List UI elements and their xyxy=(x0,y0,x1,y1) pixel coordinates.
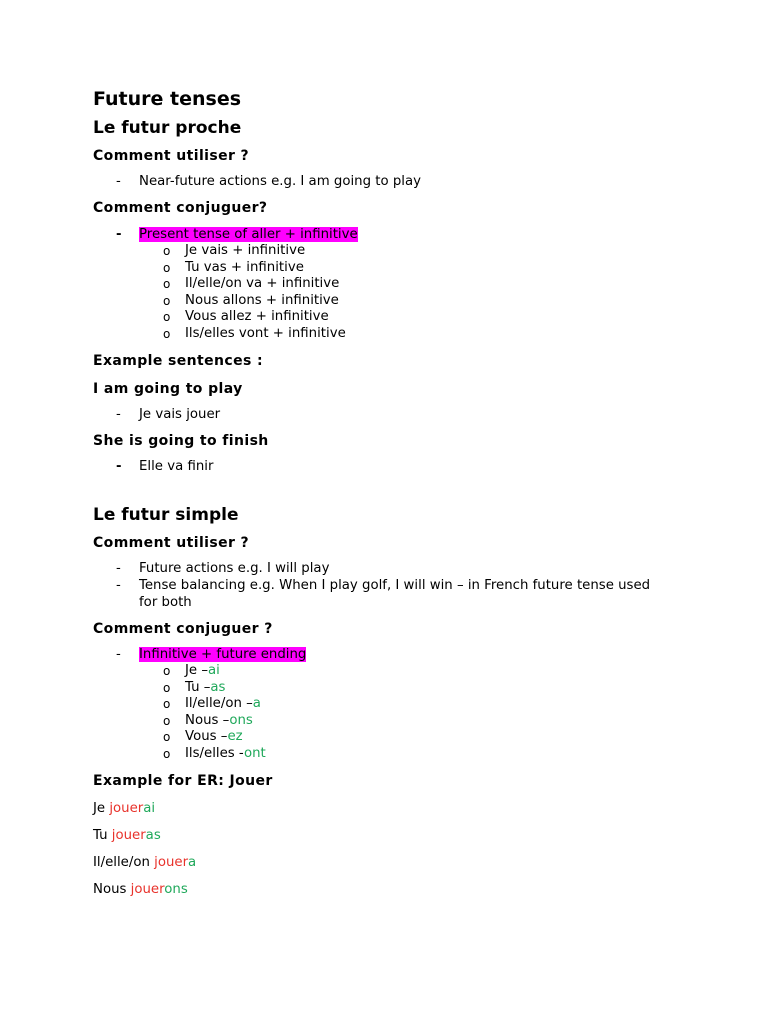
subheading-use-simple: Comment utiliser ? xyxy=(93,535,250,551)
stem: jouer xyxy=(111,828,146,843)
list-item: o Nous allons + infinitive xyxy=(93,293,693,310)
list-item: o Je vais + infinitive xyxy=(93,243,693,260)
pronoun: Nous xyxy=(93,882,131,897)
example2-list xyxy=(93,458,693,475)
list-item: o Ils/elles vont + infinitive xyxy=(93,326,693,343)
endings-list xyxy=(93,663,693,762)
er-example-line xyxy=(93,800,693,817)
list-item xyxy=(93,696,693,713)
list-item: - Je vais jouer xyxy=(93,406,693,423)
list-item: - Future actions e.g. I will play xyxy=(93,560,693,577)
stem: jouer xyxy=(109,801,144,816)
list-item: o Tu vas + infinitive xyxy=(93,260,693,277)
forms-list-proche xyxy=(93,243,693,342)
list-item xyxy=(93,646,693,663)
list-item: o Il/elle/on va + infinitive xyxy=(93,276,693,293)
subheading-conj-proche: Comment conjuguer? xyxy=(93,200,268,216)
ending: ai xyxy=(143,801,156,816)
pronoun: Il/elle/on xyxy=(93,855,155,870)
list-item: - Near-future actions e.g. I am going to play xyxy=(93,173,693,190)
subheading-examples: Example sentences : xyxy=(93,353,263,369)
example1-list xyxy=(93,406,693,423)
section-heading-futur-proche: Le futur proche xyxy=(93,118,242,138)
pronoun: Tu xyxy=(93,828,112,843)
ending: a xyxy=(252,696,261,711)
subheading-example2: She is going to finish xyxy=(93,433,269,449)
list-item: - Elle va finir xyxy=(93,458,693,475)
pronoun: Ils/elles - xyxy=(185,745,244,761)
list-item xyxy=(93,746,693,763)
pronoun: Je xyxy=(93,801,110,816)
list-item xyxy=(93,663,693,680)
list-item: - Tense balancing e.g. When I play golf, I will win – in French future tense used for both xyxy=(93,577,693,611)
use-list-simple xyxy=(93,560,693,611)
ending: as xyxy=(145,828,161,843)
er-example-line xyxy=(93,827,693,844)
pronoun: Nous – xyxy=(185,712,230,728)
subheading-use-proche: Comment utiliser ? xyxy=(93,148,250,164)
subheading-conj-simple: Comment conjuguer ? xyxy=(93,621,273,637)
list-item xyxy=(93,729,693,746)
pronoun: Je – xyxy=(185,663,208,678)
subheading-example1: I am going to play xyxy=(93,381,243,397)
pronoun: Tu – xyxy=(185,679,211,695)
ending: ai xyxy=(207,663,220,678)
subheading-er-example: Example for ER: Jouer xyxy=(93,773,273,789)
list-item xyxy=(93,226,693,243)
section-heading-futur-simple: Le futur simple xyxy=(93,505,239,525)
highlighted-rule: Infinitive + future ending xyxy=(139,647,307,662)
stem: jouer xyxy=(130,882,165,897)
ending: a xyxy=(188,855,197,870)
stem: jouer xyxy=(154,855,189,870)
use-list-proche xyxy=(93,173,693,190)
page-title: Future tenses xyxy=(93,88,242,110)
ending: ez xyxy=(227,729,243,744)
ending: ons xyxy=(164,882,188,897)
ending: ons xyxy=(229,712,253,728)
conj-list-proche xyxy=(93,226,693,243)
ending: as xyxy=(210,679,226,695)
list-item xyxy=(93,680,693,697)
document-page xyxy=(93,86,693,898)
pronoun: Vous – xyxy=(185,729,228,744)
er-example-line xyxy=(93,881,693,898)
er-example-line xyxy=(93,854,693,871)
highlighted-rule: Present tense of aller + infinitive xyxy=(139,227,358,242)
ending: ont xyxy=(243,745,266,761)
pronoun: Il/elle/on – xyxy=(185,696,253,711)
conj-list-simple xyxy=(93,646,693,663)
list-item: o Vous allez + infinitive xyxy=(93,309,693,326)
list-item xyxy=(93,713,693,730)
